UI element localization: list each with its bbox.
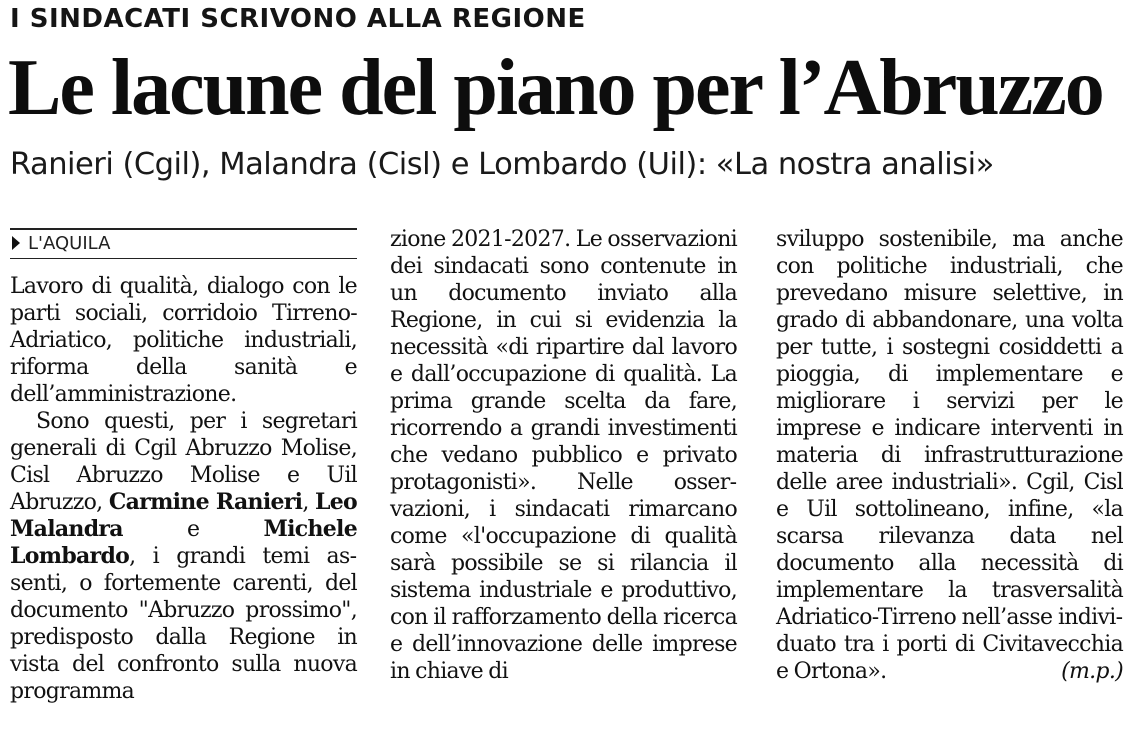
dateline	[10, 228, 357, 259]
column-3-text	[776, 226, 1123, 685]
name-ranieri: Carmine Ranieri	[108, 489, 303, 515]
kicker: I SINDACATI SCRIVONO ALLA REGIONE	[10, 4, 586, 34]
body-column-3	[776, 226, 1123, 685]
headline: Le lacune del piano per l’Abruzzo	[8, 44, 1103, 132]
paragraph-2-lead: Sono questi, per i segretari generali di Cgil Abruzzo Molise, Cisl Abruzzo Molise e Uil Abruzzo,	[10, 409, 357, 515]
dateline-location: L'AQUILA	[28, 233, 111, 254]
paragraph-1: Lavoro di qualità, dialogo con le parti sociali, corridoio Tirreno-Adriatico, politiche industriali, riforma della sanità e dell’amministrazione.	[10, 274, 357, 407]
author-signature: (m.p.)	[1061, 659, 1123, 684]
name-lombardo: Michele Lombardo	[10, 516, 357, 569]
subheadline: Ranieri (Cgil), Malandra (Cisl) e Lombardo (Uil): «La nostra analisi»	[10, 147, 994, 182]
separator-1: ,	[302, 490, 315, 515]
paragraph-2-tail: , i grandi temi assenti, o fortemente carenti, del documento "Abruzzo prossimo", predisposto dalla Regione in vista del confronto sulla nuova programma	[10, 544, 357, 704]
paragraph-2	[10, 408, 357, 705]
body-column-1	[10, 273, 357, 705]
name-malandra: Leo Malandra	[10, 489, 357, 542]
separator-2: e	[122, 517, 264, 542]
body-column-2	[390, 226, 737, 685]
column-2-text: zione 2021-2027. Le osservazioni dei sindacati sono contenute in un documento inviato alla Regione, in cui si evidenzia la necessità «di ripartire dal lavoro e dall’occupazione di qualità. La prima grande scelta da fare, ricorrendo a grandi investimenti che vedano pubblico e privato protagonisti». Nelle osservazioni, i sindacati rimarcano come «l'occupazione di qualità sarà possibile se si rilancia il sistema industriale e produttivo, con il rafforzamento della ricerca e dell’innovazione delle imprese in chiave di	[390, 227, 737, 684]
column-3-body: sviluppo sostenibile, ma anche con politiche industriali, che prevedano misure selettive, in grado di abbandonare, una volta per tutte, i sostegni cosiddetti a pioggia, di implementare e migliorare i servizi per le imprese e indicare interventi in materia di infrastrutturazione delle aree industriali». Cgil, Cisl e Uil sottolineano, infine, «la scarsa rilevanza data nel documento alla necessità di implementare la trasversalità Adriatico-Tirreno nell’asse individuato tra i porti di Civitavecchia e Ortona».	[776, 227, 1123, 684]
triangle-marker-icon	[12, 236, 20, 250]
